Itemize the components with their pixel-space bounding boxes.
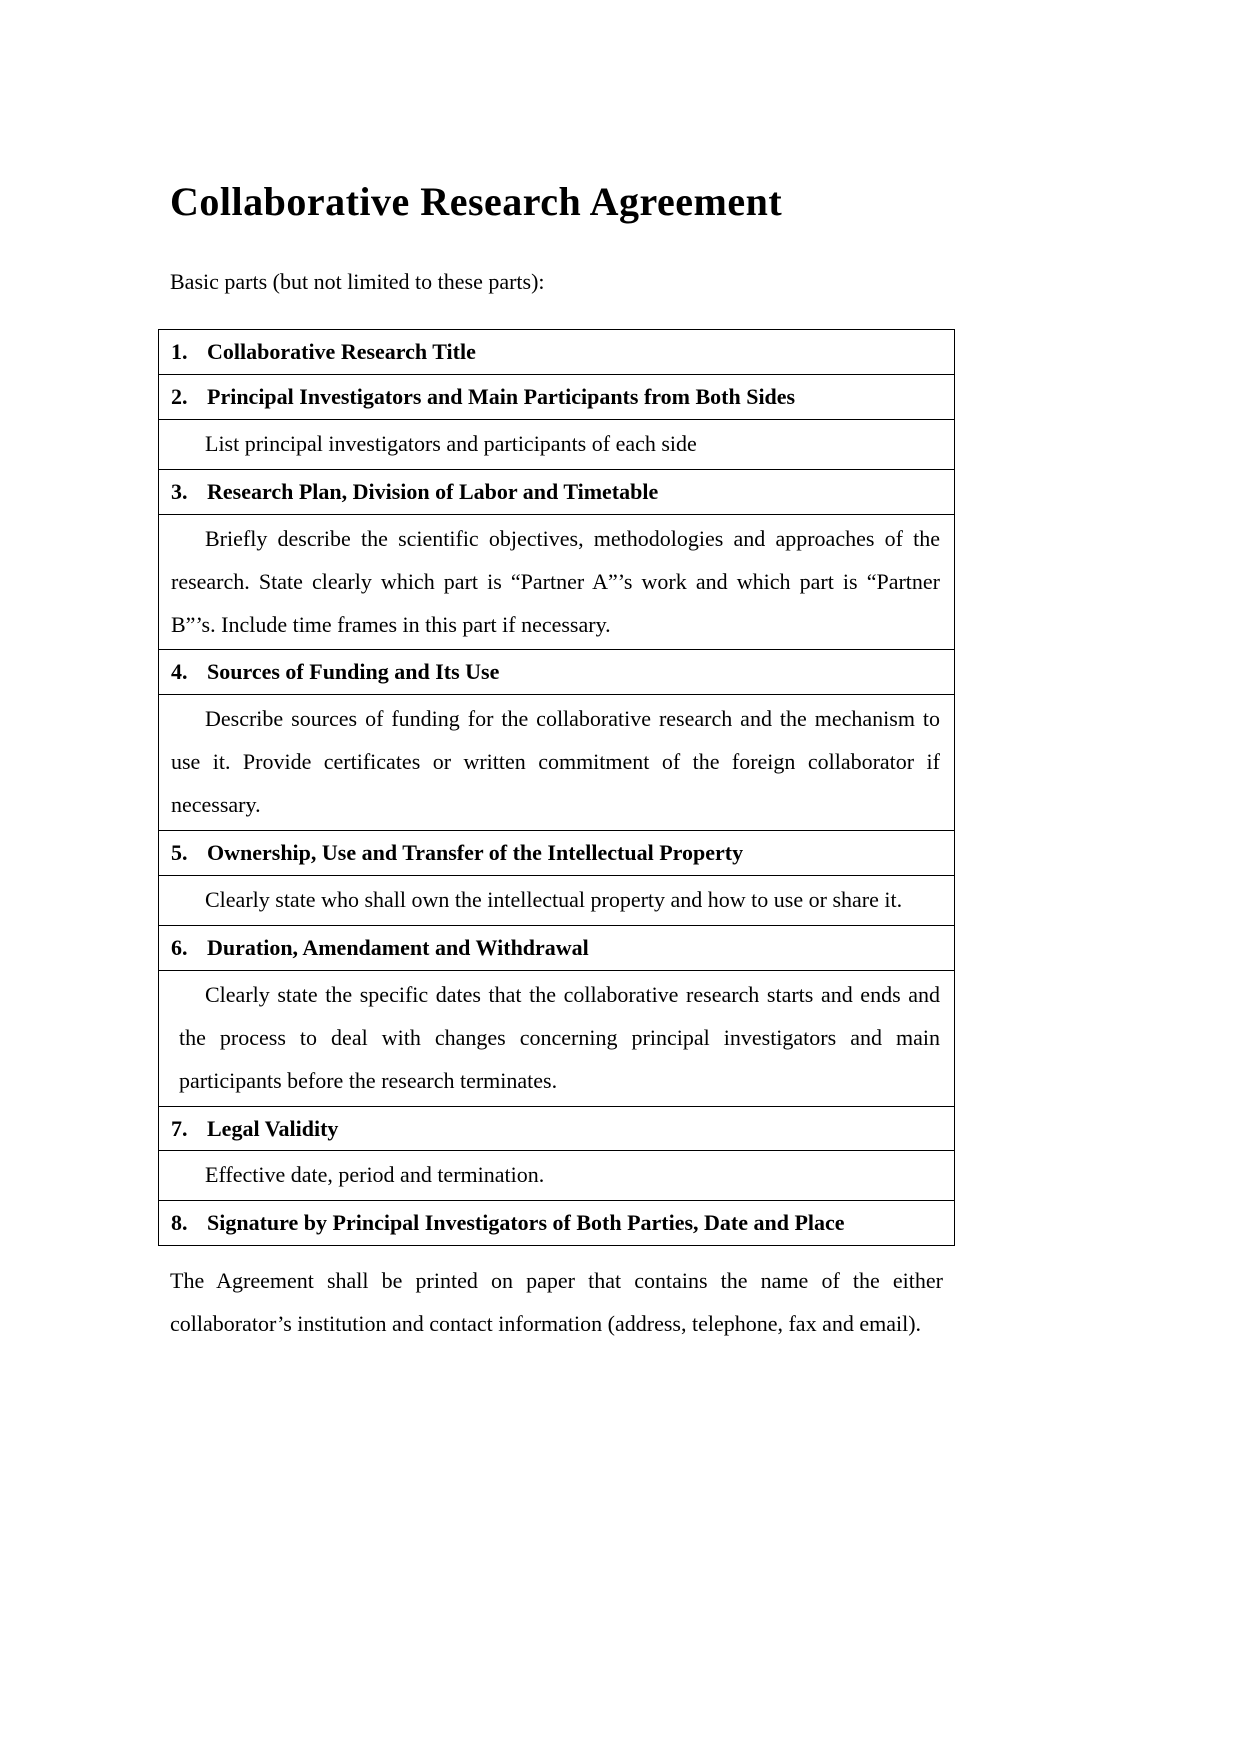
table-row-body — [159, 694, 954, 830]
row-title: Signature by Principal Investigators of Both Parties, Date and Place — [207, 1210, 845, 1236]
row-number: 7. — [171, 1115, 188, 1141]
table-row-header-6 — [159, 925, 954, 970]
table-row-header-8 — [159, 1200, 954, 1245]
table-row-header-3 — [159, 469, 954, 514]
row-number: 1. — [171, 339, 188, 364]
agreement-table — [158, 329, 955, 1246]
row-title: Legal Validity — [207, 1115, 339, 1141]
row-text: Describe sources of funding for the collaborative research and the mechanism to use it. Provide certificates or written commitment of the foreign collaborator if necessary. — [171, 706, 940, 818]
row-title: Research Plan, Division of Labor and Timetable — [207, 478, 659, 504]
row-text: Effective date, period and termination. — [205, 1162, 545, 1188]
row-title: Ownership, Use and Transfer of the Intellectual Property — [207, 840, 744, 866]
row-title: Principal Investigators and Main Participants from Both Sides — [207, 383, 796, 409]
row-number: 6. — [171, 934, 188, 960]
row-number: 3. — [171, 478, 188, 504]
document-content — [158, 178, 955, 1346]
row-text: List principal investigators and participants of each side — [205, 430, 697, 456]
row-number: 8. — [171, 1210, 188, 1236]
row-number: 5. — [171, 840, 188, 866]
row-number: 4. — [171, 659, 188, 685]
table-row-body — [159, 1150, 954, 1200]
page-title: Collaborative Research Agreement — [170, 179, 783, 224]
table-row-header-7 — [159, 1106, 954, 1151]
row-text: Clearly state the specific dates that the collaborative research starts and ends and the process to deal with changes concerning principal investigators and main participants before the research terminates. — [179, 981, 940, 1093]
table-row-header-5 — [159, 830, 954, 875]
table-row-header-4 — [159, 649, 954, 694]
row-title: Sources of Funding and Its Use — [207, 659, 500, 685]
row-title: Collaborative Research Title — [207, 339, 476, 364]
row-text: Clearly state who shall own the intellectual property and how to use or share it. — [205, 887, 903, 912]
intro-text: Basic parts (but not limited to these parts): — [170, 269, 545, 294]
table-row-body — [159, 875, 954, 925]
table-row-body — [159, 514, 954, 650]
table-row-header-1 — [159, 330, 954, 374]
table-row-header-2 — [159, 374, 954, 419]
row-number: 2. — [171, 383, 188, 409]
table-row-body — [159, 419, 954, 469]
table-row-body — [159, 970, 954, 1106]
footer-text: The Agreement shall be printed on paper that contains the name of the either collaborator’s institution and contact information (address, telephone, fax and email). — [170, 1268, 943, 1337]
row-text: Briefly describe the scientific objectives, methodologies and approaches of the research. State clearly which part is “Partner A”’s work and which part is “Partner B”’s. Include time frames in this part if necessary. — [171, 525, 940, 637]
row-title: Duration, Amendament and Withdrawal — [207, 934, 589, 960]
